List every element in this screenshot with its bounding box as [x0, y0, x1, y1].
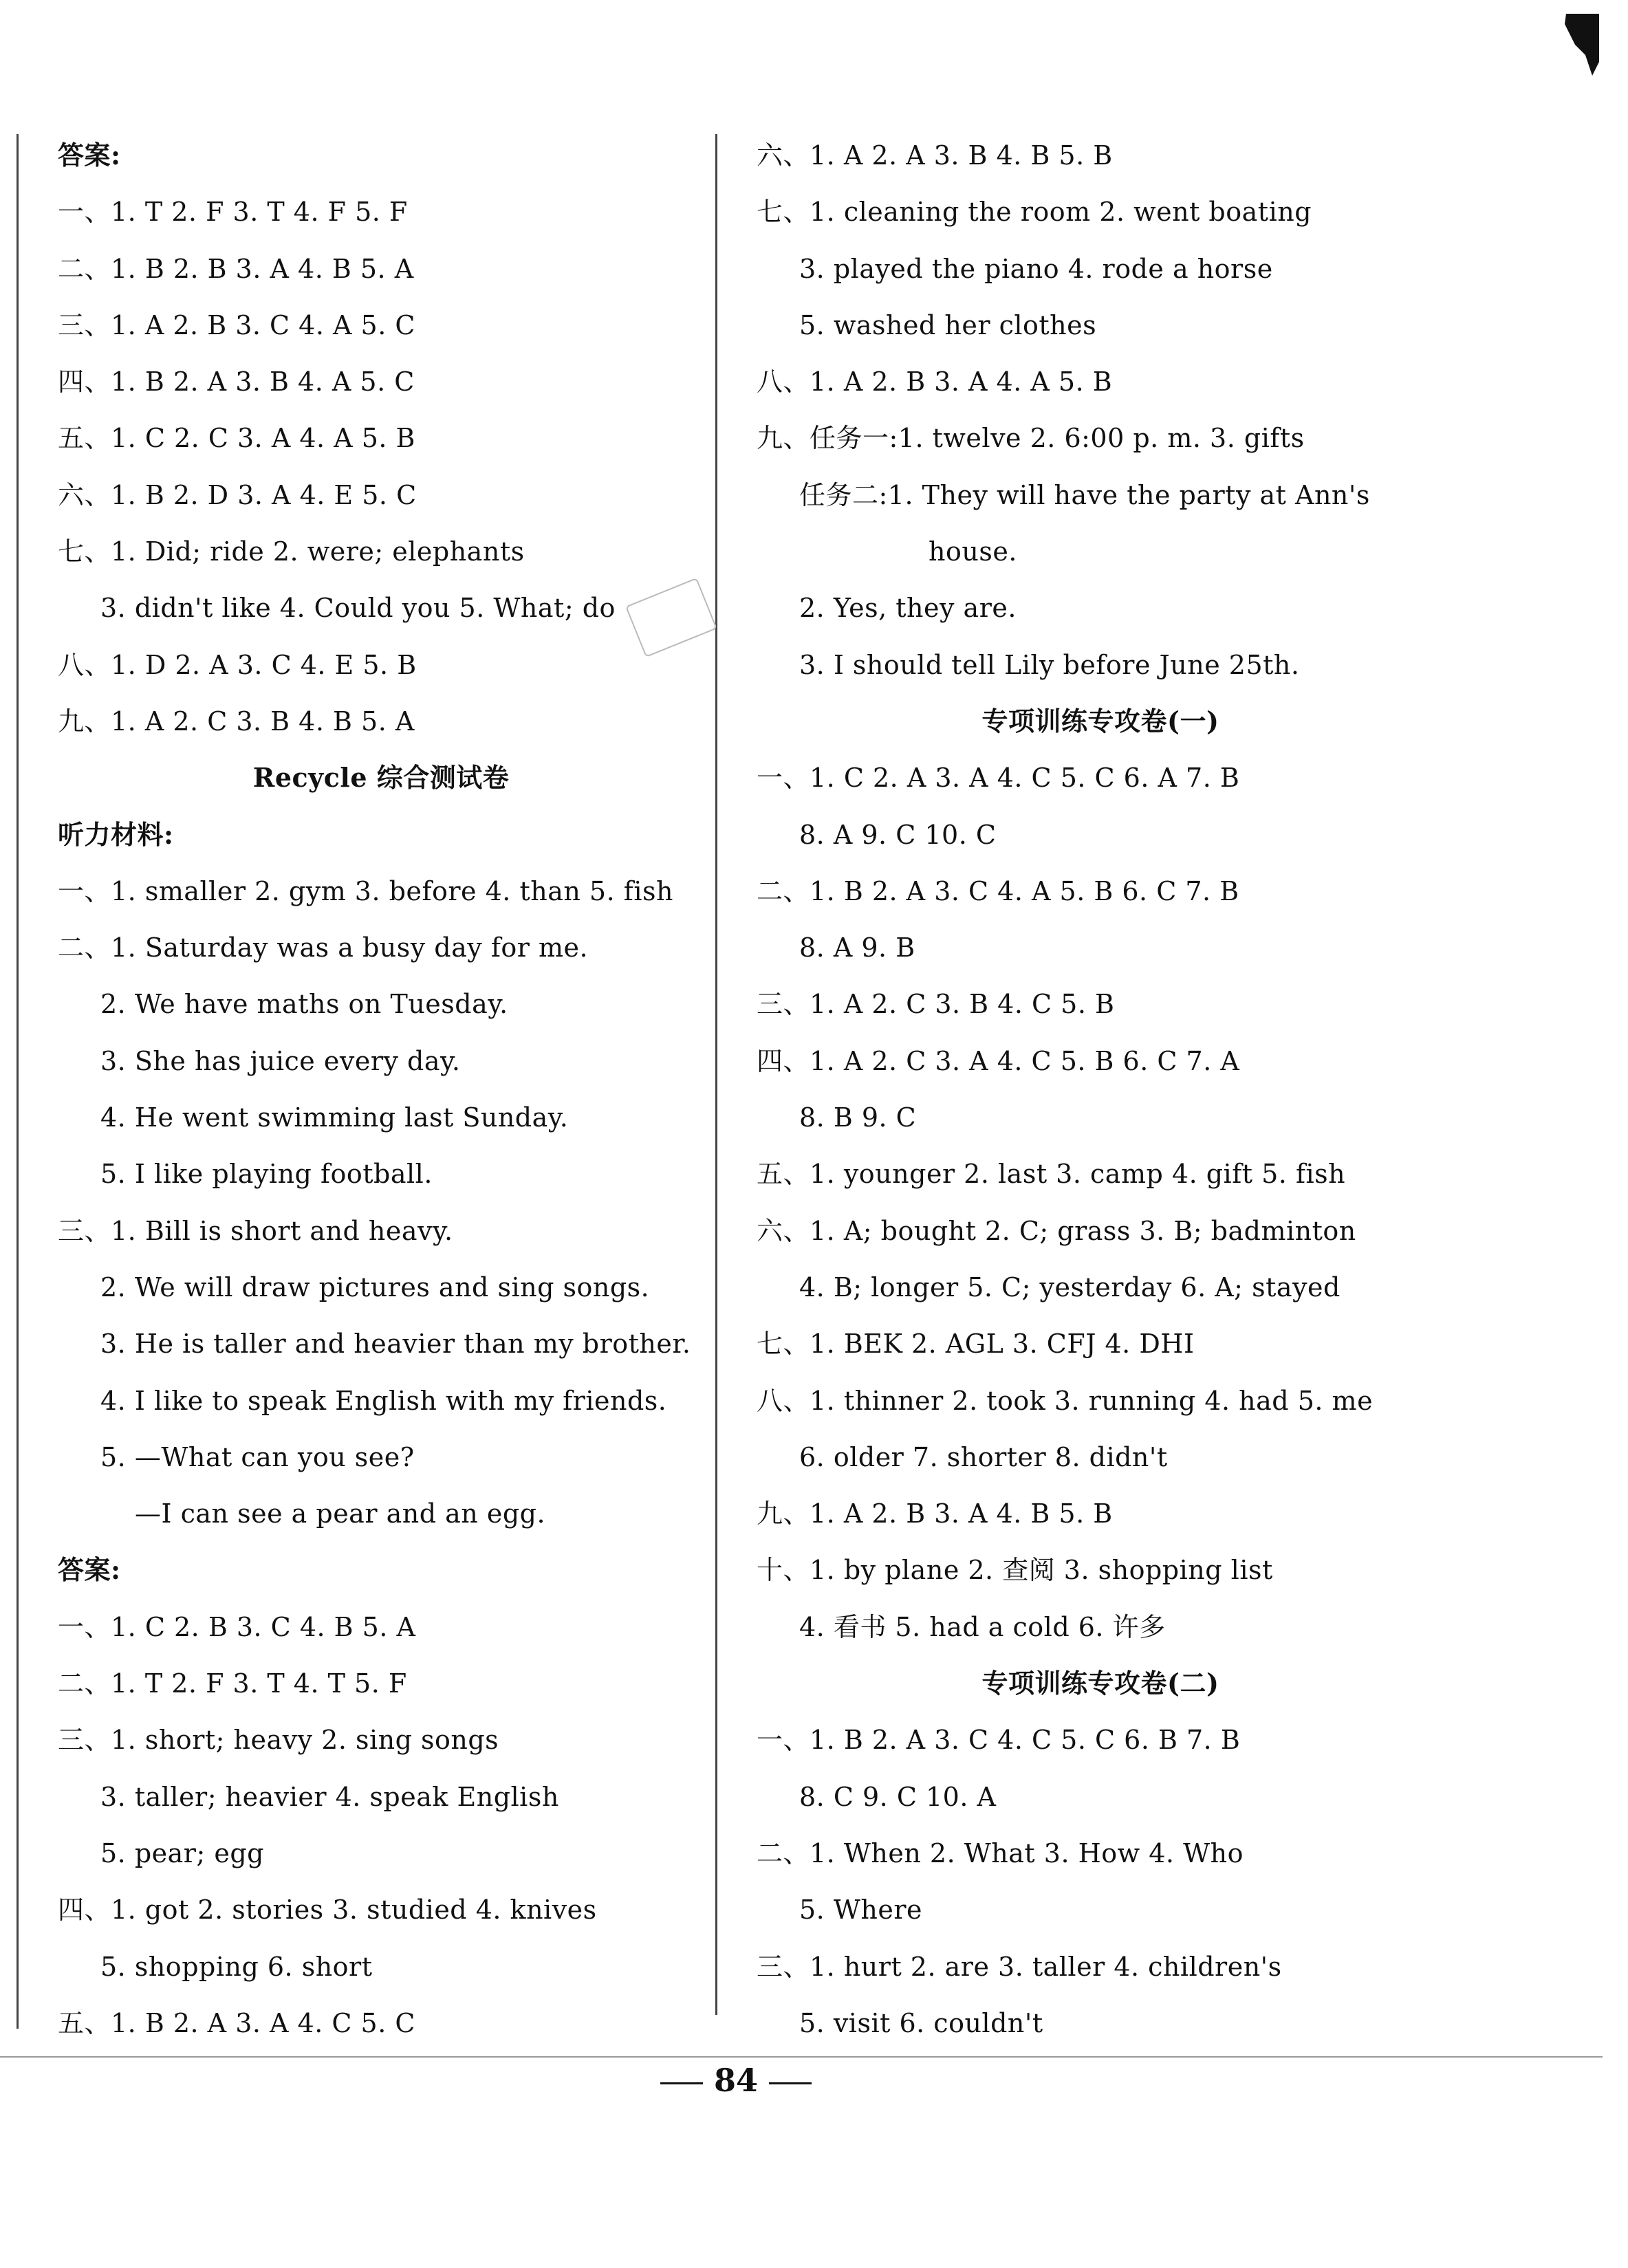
answer-line: 二、1. When 2. What 3. How 4. Who — [757, 1838, 1244, 1868]
answer-line: 二、1. Saturday was a busy day for me. — [58, 933, 589, 963]
answer-line: 8. B 9. C — [799, 1102, 917, 1133]
answer-line: 5. Where — [799, 1895, 923, 1926]
answer-line: 4. B; longer 5. C; yesterday 6. A; stayed — [799, 1272, 1341, 1302]
section-heading: 答案: — [58, 1554, 121, 1586]
answer-line: 四、1. B 2. A 3. B 4. A 5. C — [58, 367, 415, 397]
corner-binding-mark — [1565, 14, 1599, 76]
answer-line: 七、1. Did; ride 2. were; elephants — [58, 536, 525, 567]
answer-line: 六、1. B 2. D 3. A 4. E 5. C — [58, 479, 417, 510]
answer-line: 七、1. BEK 2. AGL 3. CFJ 4. DHI — [757, 1329, 1195, 1360]
answer-line: 九、1. A 2. B 3. A 4. B 5. B — [757, 1498, 1113, 1529]
dash-left — [660, 2082, 703, 2084]
answer-line: 5. pear; egg — [100, 1838, 264, 1868]
answer-line: 二、1. B 2. A 3. C 4. A 5. B 6. C 7. B — [757, 875, 1239, 906]
answer-line: 八、1. D 2. A 3. C 4. E 5. B — [58, 649, 417, 680]
page-number-text: 84 — [713, 2062, 758, 2099]
answer-line: 3. He is taller and heavier than my brother. — [100, 1329, 691, 1360]
answer-line: 一、1. C 2. A 3. A 4. C 5. C 6. A 7. B — [757, 763, 1240, 794]
answer-line: 六、1. A 2. A 3. B 4. B 5. B — [757, 140, 1113, 171]
answer-line: 2. Yes, they are. — [799, 593, 1017, 624]
answer-line: 九、任务一:1. twelve 2. 6:00 p. m. 3. gifts — [757, 423, 1305, 454]
answer-line: 2. We have maths on Tuesday. — [100, 989, 508, 1020]
answer-line: —I can see a pear and an egg. — [135, 1498, 546, 1529]
answer-line: 三、1. Bill is short and heavy. — [58, 1215, 453, 1246]
answer-line: 5. —What can you see? — [100, 1441, 415, 1472]
section-title: 专项训练专攻卷(二) — [981, 1668, 1219, 1699]
answer-line: 任务二:1. They will have the party at Ann's — [799, 479, 1370, 510]
answer-line: 5. I like playing football. — [100, 1159, 433, 1190]
answer-line: 5. washed her clothes — [799, 309, 1097, 340]
section-heading: 听力材料: — [58, 818, 174, 850]
answer-line: 三、1. A 2. C 3. B 4. C 5. B — [757, 989, 1115, 1020]
left-margin-rule — [17, 134, 19, 2029]
answer-line: 五、1. B 2. A 3. A 4. C 5. C — [58, 2007, 415, 2038]
answer-line: 4. I like to speak English with my friends. — [100, 1385, 667, 1416]
answer-line: 三、1. A 2. B 3. C 4. A 5. C — [58, 309, 415, 340]
left-column — [58, 127, 704, 2051]
answer-line: house. — [929, 536, 1017, 567]
answer-line: 2. We will draw pictures and sing songs. — [100, 1272, 650, 1302]
section-heading: 答案: — [58, 140, 121, 171]
answer-line: 一、1. smaller 2. gym 3. before 4. than 5. fish — [58, 875, 673, 906]
answer-line: 5. shopping 6. short — [100, 1951, 373, 1982]
answer-line: 4. 看书 5. had a cold 6. 许多 — [799, 1611, 1166, 1642]
answer-line: 五、1. C 2. C 3. A 4. A 5. B — [58, 423, 415, 454]
footer-rule — [0, 2056, 1603, 2058]
right-column — [757, 127, 1444, 2051]
answer-line: 3. She has juice every day. — [100, 1045, 461, 1076]
answer-line: 六、1. A; bought 2. C; grass 3. B; badminton — [757, 1215, 1356, 1246]
answer-line: 二、1. B 2. B 3. A 4. B 5. A — [58, 253, 414, 284]
column-divider — [715, 134, 717, 2015]
answer-line: 3. played the piano 4. rode a horse — [799, 253, 1273, 284]
answer-line: 八、1. A 2. B 3. A 4. A 5. B — [757, 367, 1113, 397]
answer-line: 3. didn't like 4. Could you 5. What; do — [100, 593, 616, 624]
answer-line: 八、1. thinner 2. took 3. running 4. had 5. me — [757, 1385, 1374, 1416]
answer-line: 3. taller; heavier 4. speak English — [100, 1781, 559, 1812]
answer-line: 十、1. by plane 2. 查阅 3. shopping list — [757, 1555, 1273, 1586]
answer-line: 3. I should tell Lily before June 25th. — [799, 649, 1300, 680]
answer-line: 8. A 9. C 10. C — [799, 819, 997, 850]
section-title: 专项训练专攻卷(一) — [981, 705, 1219, 737]
answer-line: 九、1. A 2. C 3. B 4. B 5. A — [58, 706, 415, 737]
answer-line: 一、1. T 2. F 3. T 4. F 5. F — [58, 197, 408, 228]
answer-line: 七、1. cleaning the room 2. went boating — [757, 197, 1312, 228]
answer-line: 4. He went swimming last Sunday. — [100, 1102, 569, 1133]
answer-line: 三、1. short; heavy 2. sing songs — [58, 1725, 499, 1756]
answer-line: 一、1. B 2. A 3. C 4. C 5. C 6. B 7. B — [757, 1725, 1241, 1756]
answer-line: 二、1. T 2. F 3. T 4. T 5. F — [58, 1668, 407, 1699]
page-number — [0, 2062, 1472, 2099]
answer-line: 6. older 7. shorter 8. didn't — [799, 1441, 1168, 1472]
answer-line: 三、1. hurt 2. are 3. taller 4. children's — [757, 1951, 1282, 1982]
answer-line: 四、1. got 2. stories 3. studied 4. knives — [58, 1895, 597, 1926]
answer-line: 一、1. C 2. B 3. C 4. B 5. A — [58, 1611, 416, 1642]
answer-line: 五、1. younger 2. last 3. camp 4. gift 5. fish — [757, 1159, 1346, 1190]
answer-line: 8. C 9. C 10. A — [799, 1781, 997, 1812]
answer-line: 四、1. A 2. C 3. A 4. C 5. B 6. C 7. A — [757, 1045, 1240, 1076]
section-title: Recycle 综合测试卷 — [252, 762, 510, 794]
answer-line: 8. A 9. B — [799, 933, 915, 963]
dash-right — [769, 2082, 812, 2084]
answer-line: 5. visit 6. couldn't — [799, 2007, 1043, 2038]
